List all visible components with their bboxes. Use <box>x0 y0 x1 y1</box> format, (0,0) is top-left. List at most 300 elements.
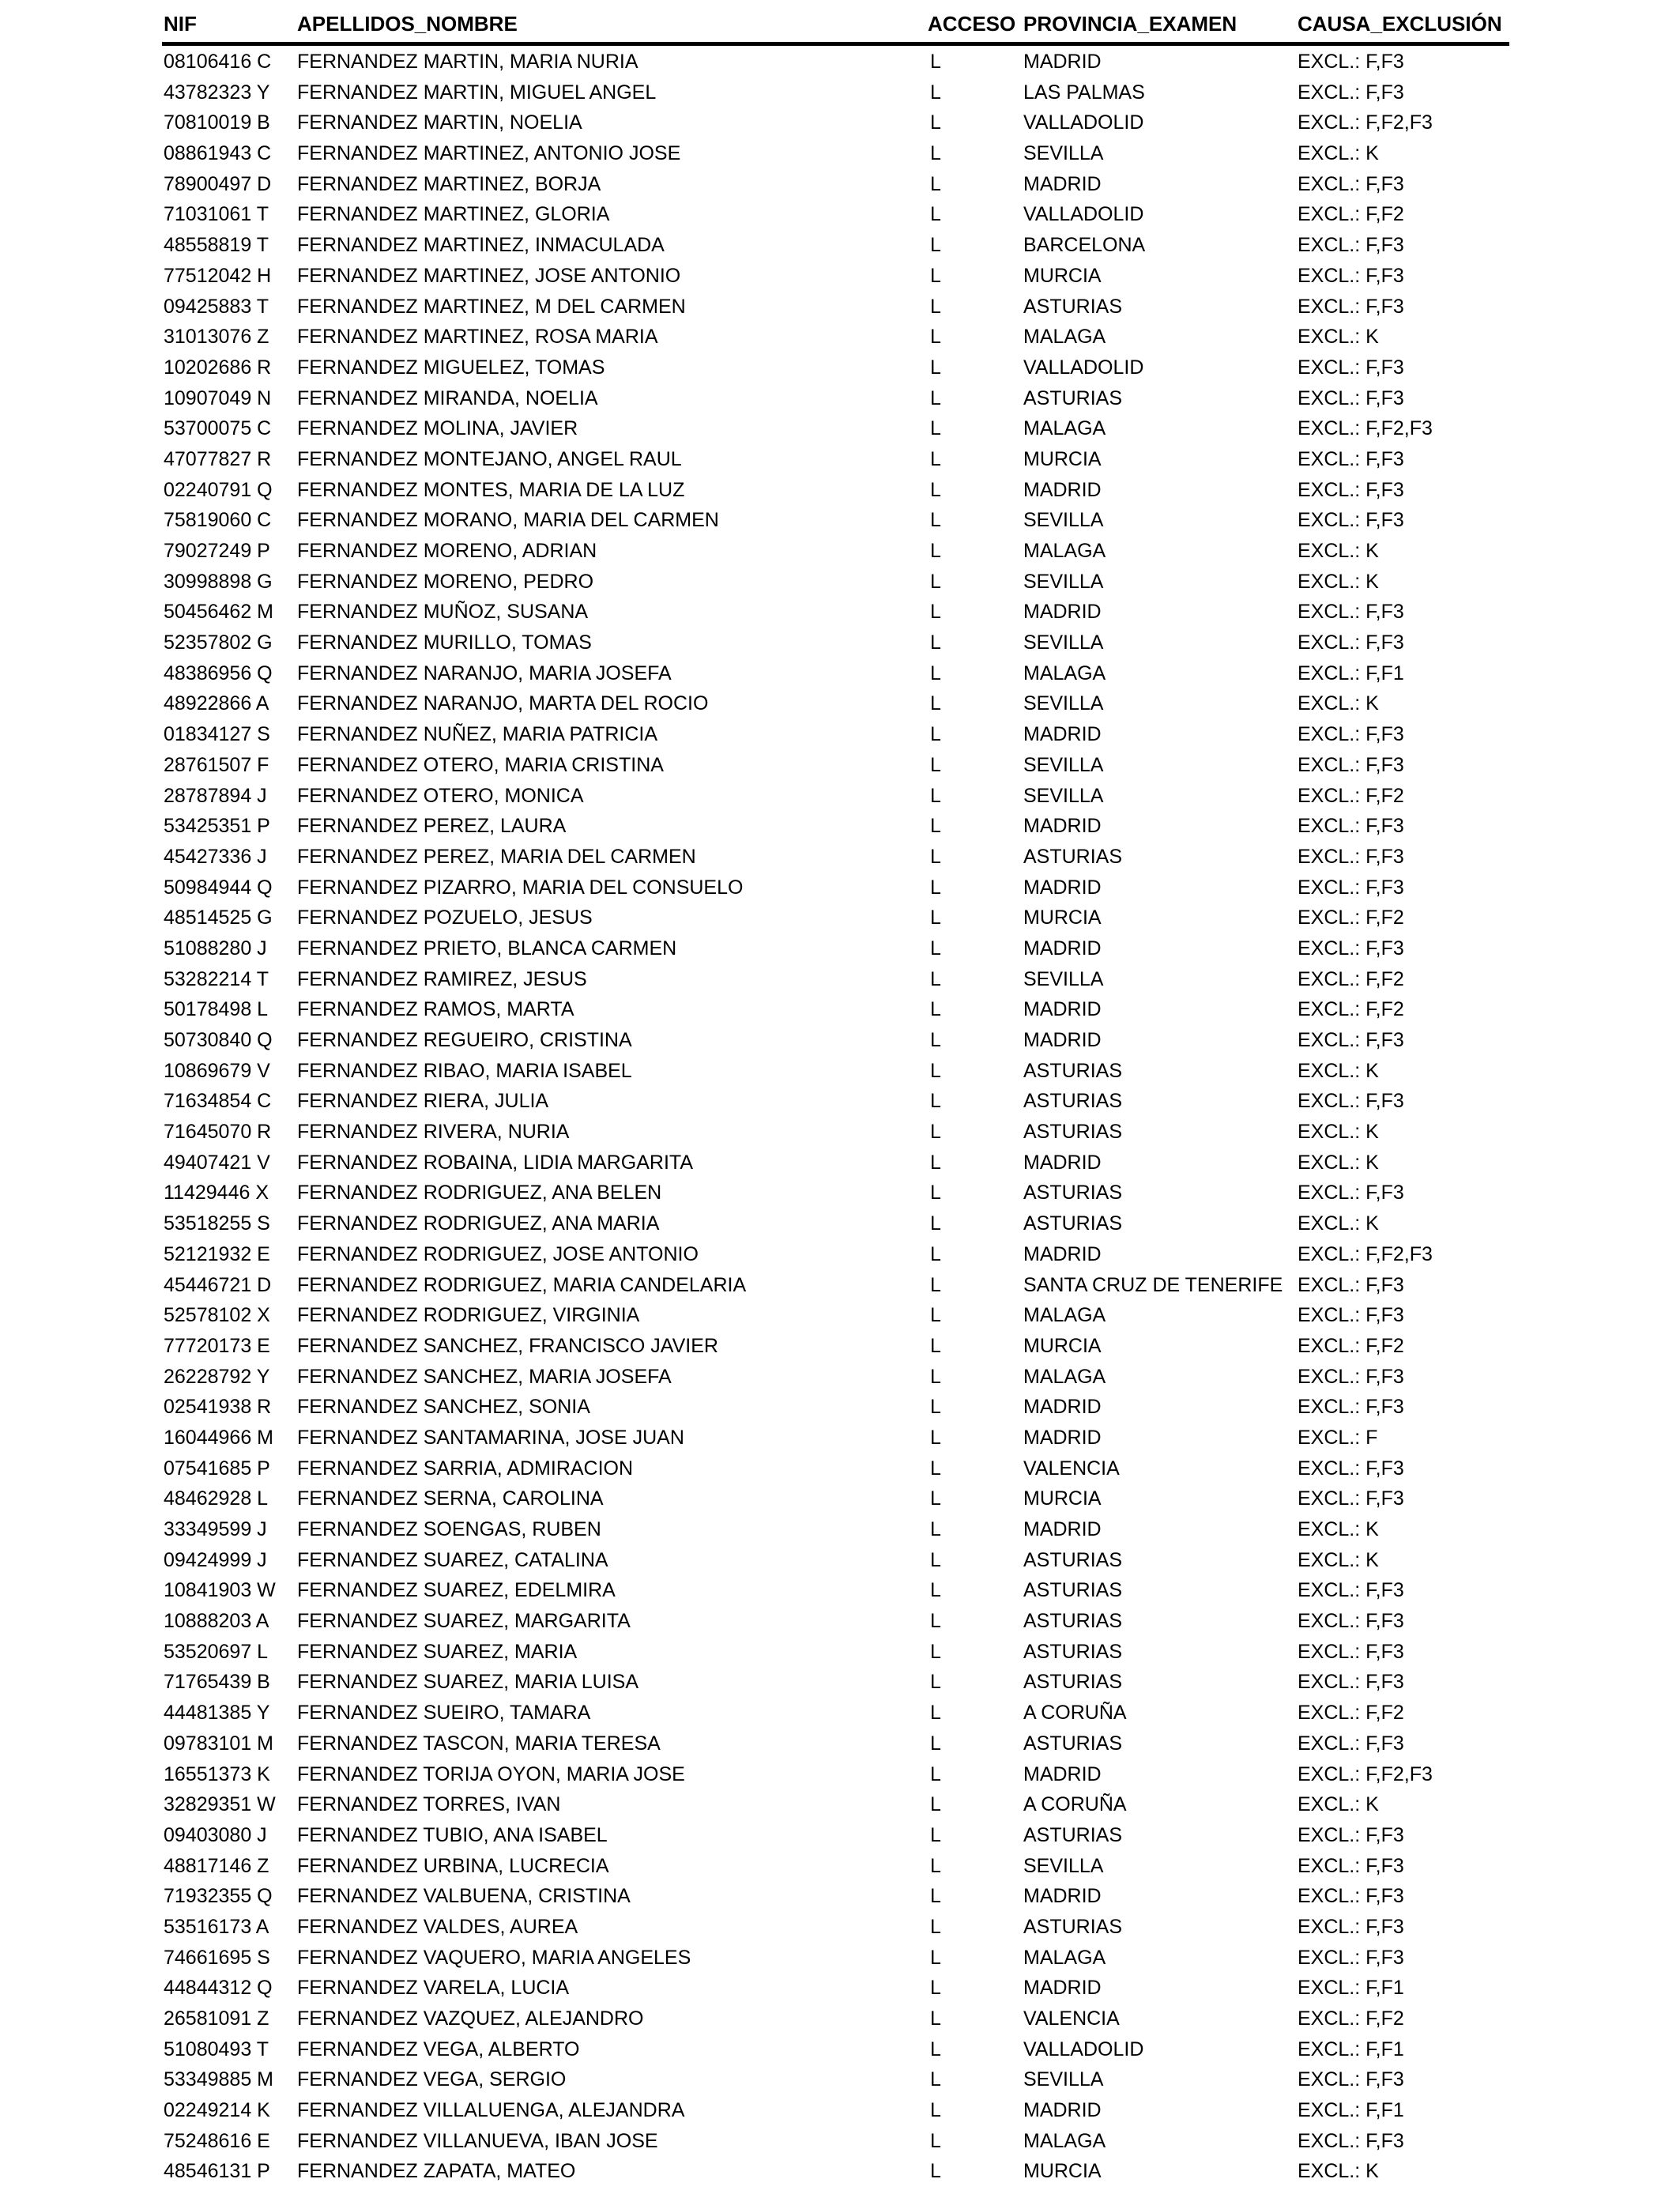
cell-causa: EXCL.: F,F3 <box>1298 478 1404 501</box>
cell-apellidos-nombre: FERNANDEZ RODRIGUEZ, ANA MARIA <box>297 1212 660 1235</box>
cell-acceso: L <box>930 234 941 257</box>
cell-provincia: MALAGA <box>1023 2129 1106 2152</box>
table-row <box>162 1086 1509 1117</box>
cell-provincia: SEVILLA <box>1023 142 1104 165</box>
cell-apellidos-nombre: FERNANDEZ MARTINEZ, BORJA <box>297 172 601 195</box>
cell-provincia: MADRID <box>1023 478 1102 501</box>
cell-acceso: L <box>930 1365 941 1388</box>
cell-acceso: L <box>930 447 941 470</box>
cell-causa: EXCL.: F,F3 <box>1298 1396 1404 1419</box>
cell-apellidos-nombre: FERNANDEZ SANCHEZ, SONIA <box>297 1396 590 1419</box>
cell-apellidos-nombre: FERNANDEZ MOLINA, JAVIER <box>297 417 578 440</box>
cell-provincia: MURCIA <box>1023 1334 1102 1357</box>
cell-nif: 50456462 M <box>164 601 274 624</box>
table-row <box>162 964 1509 995</box>
cell-provincia: MADRID <box>1023 1885 1102 1908</box>
cell-apellidos-nombre: FERNANDEZ MONTEJANO, ANGEL RAUL <box>297 447 682 470</box>
cell-nif: 10202686 R <box>164 356 272 379</box>
cell-causa: EXCL.: F,F1 <box>1298 1977 1404 2000</box>
cell-provincia: MURCIA <box>1023 907 1102 929</box>
cell-causa: EXCL.: F,F3 <box>1298 1885 1404 1908</box>
cell-apellidos-nombre: FERNANDEZ MORANO, MARIA DEL CARMEN <box>297 509 719 532</box>
cell-nif: 26228792 Y <box>164 1365 270 1388</box>
cell-acceso: L <box>930 356 941 379</box>
cell-causa: EXCL.: F,F2,F3 <box>1298 417 1433 440</box>
cell-causa: EXCL.: K <box>1298 1793 1379 1816</box>
cell-acceso: L <box>930 1090 941 1113</box>
cell-nif: 71765439 B <box>164 1671 270 1694</box>
table-row <box>162 1148 1509 1178</box>
cell-acceso: L <box>930 1273 941 1296</box>
table-row <box>162 719 1509 750</box>
cell-provincia: MADRID <box>1023 1242 1102 1265</box>
cell-causa: EXCL.: K <box>1298 1121 1379 1144</box>
cell-causa: EXCL.: F,F3 <box>1298 1304 1404 1327</box>
cell-apellidos-nombre: FERNANDEZ MARTIN, MIGUEL ANGEL <box>297 81 657 104</box>
cell-acceso: L <box>930 845 941 868</box>
table-row <box>162 169 1509 200</box>
cell-nif: 16551373 K <box>164 1762 270 1785</box>
table-row <box>162 2126 1509 2157</box>
cell-nif: 50984944 Q <box>164 876 273 899</box>
cell-provincia: SANTA CRUZ DE TENERIFE <box>1023 1273 1283 1296</box>
cell-provincia: MADRID <box>1023 998 1102 1021</box>
table-row <box>162 1973 1509 2004</box>
cell-provincia: MADRID <box>1023 172 1102 195</box>
cell-nif: 10841903 W <box>164 1579 276 1602</box>
cell-provincia: ASTURIAS <box>1023 1640 1123 1663</box>
cell-acceso: L <box>930 2129 941 2152</box>
cell-causa: EXCL.: F,F3 <box>1298 753 1404 776</box>
cell-provincia: SEVILLA <box>1023 2068 1104 2091</box>
cell-apellidos-nombre: FERNANDEZ NUÑEZ, MARIA PATRICIA <box>297 723 658 746</box>
cell-apellidos-nombre: FERNANDEZ OTERO, MARIA CRISTINA <box>297 753 664 776</box>
cell-apellidos-nombre: FERNANDEZ MORENO, ADRIAN <box>297 540 597 562</box>
cell-apellidos-nombre: FERNANDEZ REGUEIRO, CRISTINA <box>297 1029 632 1051</box>
cell-acceso: L <box>930 631 941 654</box>
table-row <box>162 903 1509 933</box>
cell-apellidos-nombre: FERNANDEZ NARANJO, MARIA JOSEFA <box>297 662 672 684</box>
cell-provincia: ASTURIAS <box>1023 1579 1123 1602</box>
table-row <box>162 1208 1509 1239</box>
cell-provincia: VALLADOLID <box>1023 111 1144 134</box>
cell-nif: 10869679 V <box>164 1059 270 1082</box>
cell-acceso: L <box>930 1029 941 1051</box>
cell-causa: EXCL.: F,F3 <box>1298 723 1404 746</box>
cell-nif: 44481385 Y <box>164 1702 270 1725</box>
cell-nif: 48922866 A <box>164 692 269 715</box>
table-body <box>162 47 1509 2187</box>
cell-nif: 53520697 L <box>164 1640 269 1663</box>
cell-causa: EXCL.: F,F3 <box>1298 1457 1404 1480</box>
cell-provincia: ASTURIAS <box>1023 845 1123 868</box>
cell-apellidos-nombre: FERNANDEZ MIGUELEZ, TOMAS <box>297 356 605 379</box>
cell-provincia: ASTURIAS <box>1023 1548 1123 1571</box>
cell-nif: 48386956 Q <box>164 662 273 684</box>
table-row <box>162 1117 1509 1148</box>
cell-apellidos-nombre: FERNANDEZ SANCHEZ, MARIA JOSEFA <box>297 1365 672 1388</box>
cell-causa: EXCL.: F,F3 <box>1298 601 1404 624</box>
cell-provincia: ASTURIAS <box>1023 1059 1123 1082</box>
cell-causa: EXCL.: F,F3 <box>1298 1365 1404 1388</box>
cell-provincia: ASTURIAS <box>1023 1212 1123 1235</box>
cell-nif: 01834127 S <box>164 723 270 746</box>
table-row <box>162 413 1509 444</box>
cell-acceso: L <box>930 264 941 287</box>
cell-acceso: L <box>930 540 941 562</box>
cell-causa: EXCL.: K <box>1298 1548 1379 1571</box>
table-row <box>162 261 1509 292</box>
cell-causa: EXCL.: F,F3 <box>1298 937 1404 959</box>
table-row <box>162 842 1509 873</box>
cell-nif: 43782323 Y <box>164 81 270 104</box>
cell-acceso: L <box>930 203 941 226</box>
table-row <box>162 2095 1509 2126</box>
cell-nif: 71932355 Q <box>164 1885 273 1908</box>
cell-provincia: SEVILLA <box>1023 509 1104 532</box>
cell-provincia: SEVILLA <box>1023 631 1104 654</box>
cell-causa: EXCL.: F,F3 <box>1298 1273 1404 1296</box>
cell-nif: 07541685 P <box>164 1457 270 1480</box>
cell-causa: EXCL.: F,F3 <box>1298 509 1404 532</box>
cell-provincia: MADRID <box>1023 876 1102 899</box>
cell-nif: 30998898 G <box>164 570 273 593</box>
cell-causa: EXCL.: F,F3 <box>1298 2068 1404 2091</box>
table-row <box>162 47 1509 77</box>
table-row <box>162 2034 1509 2065</box>
cell-causa: EXCL.: F,F3 <box>1298 1946 1404 1969</box>
table-row <box>162 1881 1509 1912</box>
cell-causa: EXCL.: F,F3 <box>1298 295 1404 318</box>
cell-causa: EXCL.: F,F2 <box>1298 998 1404 1021</box>
cell-nif: 51080493 T <box>164 2038 269 2060</box>
cell-nif: 33349599 J <box>164 1518 267 1540</box>
cell-causa: EXCL.: K <box>1298 2160 1379 2183</box>
table-row <box>162 1483 1509 1514</box>
cell-provincia: MADRID <box>1023 1396 1102 1419</box>
cell-apellidos-nombre: FERNANDEZ ROBAINA, LIDIA MARGARITA <box>297 1151 694 1174</box>
cell-nif: 48462928 L <box>164 1487 269 1510</box>
table-row <box>162 781 1509 812</box>
cell-nif: 02249214 K <box>164 2099 270 2122</box>
header-apellidos-nombre: APELLIDOS_NOMBRE <box>297 12 518 36</box>
cell-apellidos-nombre: FERNANDEZ SOENGAS, RUBEN <box>297 1518 601 1540</box>
cell-nif: 50178498 L <box>164 998 269 1021</box>
cell-causa: EXCL.: F,F3 <box>1298 2129 1404 2152</box>
cell-nif: 48546131 P <box>164 2160 270 2183</box>
cell-causa: EXCL.: F,F3 <box>1298 172 1404 195</box>
cell-causa: EXCL.: F,F1 <box>1298 2099 1404 2122</box>
cell-acceso: L <box>930 1304 941 1327</box>
header-causa-exclusion: CAUSA_EXCLUSIÓN <box>1298 12 1502 36</box>
table-row <box>162 750 1509 781</box>
cell-acceso: L <box>930 967 941 990</box>
cell-acceso: L <box>930 1579 941 1602</box>
cell-acceso: L <box>930 815 941 838</box>
cell-apellidos-nombre: FERNANDEZ RIVERA, NURIA <box>297 1121 570 1144</box>
cell-apellidos-nombre: FERNANDEZ SUAREZ, CATALINA <box>297 1548 608 1571</box>
cell-apellidos-nombre: FERNANDEZ TUBIO, ANA ISABEL <box>297 1823 608 1846</box>
cell-causa: EXCL.: F,F3 <box>1298 1182 1404 1204</box>
cell-apellidos-nombre: FERNANDEZ URBINA, LUCRECIA <box>297 1854 609 1877</box>
table-row <box>162 352 1509 383</box>
table-row <box>162 1698 1509 1728</box>
table-row <box>162 383 1509 414</box>
cell-apellidos-nombre: FERNANDEZ RODRIGUEZ, ANA BELEN <box>297 1182 662 1204</box>
cell-nif: 08106416 C <box>164 51 272 73</box>
table-row <box>162 1056 1509 1087</box>
cell-provincia: MADRID <box>1023 815 1102 838</box>
cell-acceso: L <box>930 478 941 501</box>
cell-causa: EXCL.: F,F3 <box>1298 1640 1404 1663</box>
cell-provincia: SEVILLA <box>1023 967 1104 990</box>
cell-nif: 53349885 M <box>164 2068 274 2091</box>
cell-acceso: L <box>930 1946 941 1969</box>
cell-causa: EXCL.: F,F2 <box>1298 784 1404 807</box>
table-row <box>162 811 1509 842</box>
cell-provincia: ASTURIAS <box>1023 1671 1123 1694</box>
cell-acceso: L <box>930 937 941 959</box>
cell-causa: EXCL.: F,F3 <box>1298 1823 1404 1846</box>
table-row <box>162 1300 1509 1331</box>
cell-apellidos-nombre: FERNANDEZ SERNA, CAROLINA <box>297 1487 604 1510</box>
cell-acceso: L <box>930 753 941 776</box>
cell-causa: EXCL.: F,F3 <box>1298 1854 1404 1877</box>
table-row <box>162 107 1509 138</box>
cell-apellidos-nombre: FERNANDEZ ZAPATA, MATEO <box>297 2160 576 2183</box>
cell-acceso: L <box>930 142 941 165</box>
cell-apellidos-nombre: FERNANDEZ VEGA, ALBERTO <box>297 2038 580 2060</box>
cell-apellidos-nombre: FERNANDEZ OTERO, MONICA <box>297 784 584 807</box>
cell-acceso: L <box>930 1487 941 1510</box>
cell-apellidos-nombre: FERNANDEZ SUAREZ, MARGARITA <box>297 1610 631 1633</box>
cell-causa: EXCL.: F,F3 <box>1298 356 1404 379</box>
cell-nif: 28761507 F <box>164 753 269 776</box>
cell-nif: 02541938 R <box>164 1396 272 1419</box>
cell-apellidos-nombre: FERNANDEZ MARTINEZ, INMACULADA <box>297 234 665 257</box>
cell-nif: 45427336 J <box>164 845 267 868</box>
cell-acceso: L <box>930 1915 941 1938</box>
table-row <box>162 1270 1509 1301</box>
cell-provincia: MURCIA <box>1023 447 1102 470</box>
cell-acceso: L <box>930 386 941 409</box>
cell-apellidos-nombre: FERNANDEZ PEREZ, MARIA DEL CARMEN <box>297 845 696 868</box>
cell-acceso: L <box>930 1242 941 1265</box>
cell-nif: 75248616 E <box>164 2129 270 2152</box>
cell-nif: 78900497 D <box>164 172 272 195</box>
cell-apellidos-nombre: FERNANDEZ SUEIRO, TAMARA <box>297 1702 591 1725</box>
cell-causa: EXCL.: F,F2 <box>1298 1702 1404 1725</box>
cell-acceso: L <box>930 2068 941 2091</box>
cell-causa: EXCL.: K <box>1298 1151 1379 1174</box>
cell-apellidos-nombre: FERNANDEZ MUÑOZ, SUSANA <box>297 601 589 624</box>
cell-provincia: SEVILLA <box>1023 692 1104 715</box>
table-row <box>162 1514 1509 1545</box>
cell-nif: 16044966 M <box>164 1426 274 1449</box>
cell-nif: 48514525 G <box>164 907 273 929</box>
table-row <box>162 1943 1509 1973</box>
cell-apellidos-nombre: FERNANDEZ MORENO, PEDRO <box>297 570 594 593</box>
table-row <box>162 597 1509 628</box>
cell-nif: 53518255 S <box>164 1212 270 1235</box>
cell-causa: EXCL.: F <box>1298 1426 1378 1449</box>
header-nif: NIF <box>164 12 197 36</box>
cell-causa: EXCL.: K <box>1298 326 1379 349</box>
cell-apellidos-nombre: FERNANDEZ POZUELO, JESUS <box>297 907 593 929</box>
cell-nif: 71645070 R <box>164 1121 272 1144</box>
cell-apellidos-nombre: FERNANDEZ VILLALUENGA, ALEJANDRA <box>297 2099 685 2122</box>
cell-provincia: MALAGA <box>1023 1365 1106 1388</box>
cell-causa: EXCL.: F,F2,F3 <box>1298 1762 1433 1785</box>
cell-acceso: L <box>930 51 941 73</box>
cell-nif: 02240791 Q <box>164 478 273 501</box>
table-row <box>162 1851 1509 1882</box>
cell-provincia: MALAGA <box>1023 417 1106 440</box>
cell-nif: 50730840 Q <box>164 1029 273 1051</box>
cell-apellidos-nombre: FERNANDEZ PIZARRO, MARIA DEL CONSUELO <box>297 876 744 899</box>
cell-acceso: L <box>930 1396 941 1419</box>
cell-acceso: L <box>930 295 941 318</box>
table-row <box>162 933 1509 964</box>
cell-apellidos-nombre: FERNANDEZ RIERA, JULIA <box>297 1090 549 1113</box>
cell-provincia: MADRID <box>1023 937 1102 959</box>
table-row <box>162 1912 1509 1943</box>
table-row <box>162 658 1509 689</box>
cell-apellidos-nombre: FERNANDEZ VAQUERO, MARIA ANGELES <box>297 1946 691 1969</box>
cell-apellidos-nombre: FERNANDEZ SANCHEZ, FRANCISCO JAVIER <box>297 1334 718 1357</box>
cell-causa: EXCL.: K <box>1298 570 1379 593</box>
table-row <box>162 199 1509 230</box>
cell-apellidos-nombre: FERNANDEZ MARTINEZ, M DEL CARMEN <box>297 295 686 318</box>
header-acceso: ACCESO <box>928 12 1016 36</box>
table-row <box>162 1667 1509 1698</box>
cell-apellidos-nombre: FERNANDEZ SUAREZ, MARIA LUISA <box>297 1671 639 1694</box>
cell-provincia: ASTURIAS <box>1023 1182 1123 1204</box>
cell-nif: 09424999 J <box>164 1548 267 1571</box>
cell-nif: 28787894 J <box>164 784 267 807</box>
cell-acceso: L <box>930 1793 941 1816</box>
table-row <box>162 567 1509 598</box>
cell-provincia: ASTURIAS <box>1023 1823 1123 1846</box>
cell-acceso: L <box>930 998 941 1021</box>
cell-nif: 11429446 X <box>164 1182 269 1204</box>
cell-causa: EXCL.: K <box>1298 1518 1379 1540</box>
cell-provincia: ASTURIAS <box>1023 1090 1123 1113</box>
cell-apellidos-nombre: FERNANDEZ SARRIA, ADMIRACION <box>297 1457 634 1480</box>
cell-nif: 77720173 E <box>164 1334 270 1357</box>
cell-acceso: L <box>930 1182 941 1204</box>
cell-causa: EXCL.: F,F3 <box>1298 1671 1404 1694</box>
cell-apellidos-nombre: FERNANDEZ RODRIGUEZ, VIRGINIA <box>297 1304 640 1327</box>
cell-acceso: L <box>930 1640 941 1663</box>
cell-provincia: MADRID <box>1023 1151 1102 1174</box>
cell-acceso: L <box>930 1457 941 1480</box>
table-row <box>162 2156 1509 2187</box>
cell-causa: EXCL.: K <box>1298 1212 1379 1235</box>
cell-causa: EXCL.: F,F3 <box>1298 1579 1404 1602</box>
cell-provincia: ASTURIAS <box>1023 1915 1123 1938</box>
cell-provincia: MURCIA <box>1023 264 1102 287</box>
cell-causa: EXCL.: F,F3 <box>1298 81 1404 104</box>
cell-nif: 48558819 T <box>164 234 269 257</box>
cell-causa: EXCL.: F,F2 <box>1298 2007 1404 2030</box>
cell-provincia: MADRID <box>1023 51 1102 73</box>
table-row <box>162 1820 1509 1851</box>
cell-acceso: L <box>930 876 941 899</box>
cell-nif: 26581091 Z <box>164 2007 269 2030</box>
cell-apellidos-nombre: FERNANDEZ RIBAO, MARIA ISABEL <box>297 1059 632 1082</box>
table-row <box>162 1728 1509 1759</box>
cell-provincia: LAS PALMAS <box>1023 81 1145 104</box>
table-row <box>162 1575 1509 1606</box>
cell-provincia: MALAGA <box>1023 326 1106 349</box>
cell-nif: 52578102 X <box>164 1304 270 1327</box>
table-row <box>162 138 1509 169</box>
table-row <box>162 505 1509 536</box>
table-row <box>162 1423 1509 1453</box>
exclusion-list-document <box>162 8 1509 2187</box>
cell-acceso: L <box>930 509 941 532</box>
cell-provincia: VALENCIA <box>1023 1457 1120 1480</box>
cell-causa: EXCL.: K <box>1298 692 1379 715</box>
cell-causa: EXCL.: F,F3 <box>1298 631 1404 654</box>
cell-apellidos-nombre: FERNANDEZ MARTINEZ, JOSE ANTONIO <box>297 264 681 287</box>
cell-causa: EXCL.: F,F3 <box>1298 1610 1404 1633</box>
cell-provincia: SEVILLA <box>1023 753 1104 776</box>
cell-nif: 71634854 C <box>164 1090 272 1113</box>
cell-provincia: VALLADOLID <box>1023 356 1144 379</box>
cell-nif: 10907049 N <box>164 386 272 409</box>
cell-nif: 51088280 J <box>164 937 267 959</box>
table-row <box>162 1759 1509 1790</box>
cell-provincia: A CORUÑA <box>1023 1702 1127 1725</box>
cell-acceso: L <box>930 1702 941 1725</box>
cell-apellidos-nombre: FERNANDEZ MONTES, MARIA DE LA LUZ <box>297 478 685 501</box>
cell-nif: 52121932 E <box>164 1242 270 1265</box>
cell-apellidos-nombre: FERNANDEZ VARELA, LUCIA <box>297 1977 570 2000</box>
cell-nif: 48817146 Z <box>164 1854 269 1877</box>
cell-nif: 10888203 A <box>164 1610 269 1633</box>
cell-causa: EXCL.: F,F2 <box>1298 1334 1404 1357</box>
cell-acceso: L <box>930 1885 941 1908</box>
cell-apellidos-nombre: FERNANDEZ SANTAMARINA, JOSE JUAN <box>297 1426 684 1449</box>
cell-causa: EXCL.: F,F2 <box>1298 967 1404 990</box>
table-row <box>162 444 1509 475</box>
cell-acceso: L <box>930 1854 941 1877</box>
cell-provincia: MALAGA <box>1023 1946 1106 1969</box>
cell-apellidos-nombre: FERNANDEZ TORRES, IVAN <box>297 1793 561 1816</box>
cell-nif: 53425351 P <box>164 815 270 838</box>
table-row <box>162 2064 1509 2095</box>
cell-provincia: MADRID <box>1023 2099 1102 2122</box>
cell-causa: EXCL.: F,F3 <box>1298 234 1404 257</box>
cell-apellidos-nombre: FERNANDEZ NARANJO, MARTA DEL ROCIO <box>297 692 709 715</box>
cell-acceso: L <box>930 662 941 684</box>
cell-provincia: ASTURIAS <box>1023 1732 1123 1755</box>
cell-provincia: MADRID <box>1023 1762 1102 1785</box>
table-row <box>162 1637 1509 1668</box>
cell-acceso: L <box>930 570 941 593</box>
cell-nif: 79027249 P <box>164 540 270 562</box>
table-row <box>162 475 1509 506</box>
cell-nif: 45446721 D <box>164 1273 272 1296</box>
cell-causa: EXCL.: F,F3 <box>1298 1029 1404 1051</box>
cell-apellidos-nombre: FERNANDEZ VAZQUEZ, ALEJANDRO <box>297 2007 644 2030</box>
cell-causa: EXCL.: F,F3 <box>1298 386 1404 409</box>
cell-causa: EXCL.: F,F3 <box>1298 447 1404 470</box>
cell-causa: EXCL.: F,F3 <box>1298 1487 1404 1510</box>
cell-acceso: L <box>930 1121 941 1144</box>
